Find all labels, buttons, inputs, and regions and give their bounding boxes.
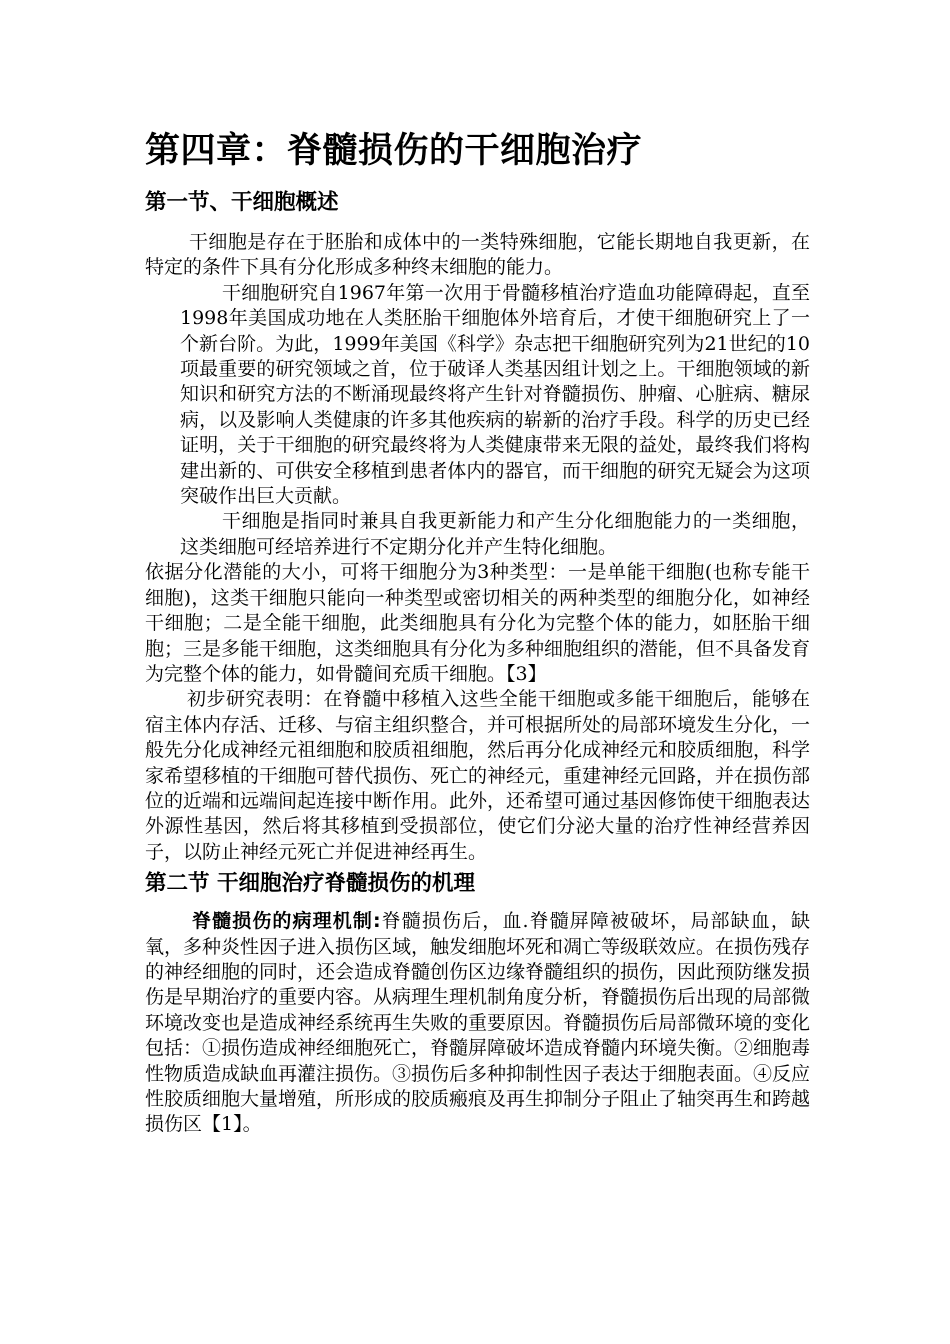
paragraph-research: 初步研究表明：在脊髓中移植入这些全能干细胞或多能干细胞后，能够在宿主体内存活、迁移、与宿主组织整合，并可根据所处的局部环境发生分化，一般先分化成神经元祖细胞和胶质祖细胞，然后再分化成神经元和胶质细胞，科学家希望移植的干细胞可替代损伤、死亡的神经元，重建神经元回路，并在损伤部位的近端和远端间起连接中断作用。此外，还希望可通过基因修饰使干细胞表达外源性基因，然后将其移植到受损部位，使它们分泌大量的治疗性神经营养因子，以防止神经元死亡并促进神经再生。 <box>145 688 811 863</box>
section-2-heading: 第二节 干细胞治疗脊髓损伤的机理 <box>145 871 475 897</box>
document-page <box>145 128 810 1138</box>
paragraph-types-rest: 依据分化潜能的大小，可将干细胞分为3种类型：一是单能干细胞(也称专能干细胞)，这类干细胞只能向一种类型或密切相关的两种类型的细胞分化，如神经干细胞；二是全能干细胞，此类细胞具有分化为完整个体的能力，如胚胎干细胞；三是多能干细胞，这类细胞具有分化为多种细胞组织的潜能，但不具备发育为完整个体的能力，如骨髓间充质干细胞。【3】 <box>145 561 811 685</box>
chapter-title: 第四章：脊髓损伤的干细胞治疗 <box>145 131 643 171</box>
paragraph-types-first: 干细胞是指同时兼具自我更新能力和产生分化细胞能力的一类细胞，这类细胞可经培养进行不定期分化并产生特化细胞。 <box>180 510 810 558</box>
paragraph-history: 干细胞研究自1967年第一次用于骨髓移植治疗造血功能障碍起，直至1998年美国成功地在人类胚胎干细胞体外培育后，才使干细胞研究上了一个新台阶。为此，1999年美国《科学》杂志把干细胞研究列为21世纪的10项最重要的研究领域之首，位于破译人类基因组计划之上。干细胞领域的新知识和研究方法的不断涌现最终将产生针对脊髓损伤、肿瘤、心脏病、糖尿病，以及影响人类健康的许多其他疾病的崭新的治疗手段。科学的历史已经证明，关于干细胞的研究最终将为人类健康带来无限的益处，最终我们将构建出新的、可供安全移植到患者体内的器官，而干细胞的研究无疑会为这项突破作出巨大贡献。 <box>180 281 810 508</box>
mechanism-text: 脊髓损伤后，血.脊髓屏障被破坏，局部缺血，缺氧，多种炎性因子进入损伤区域，触发细胞坏死和凋亡等级联效应。在损伤残存的神经细胞的同时，还会造成脊髓创伤区边缘脊髓组织的损伤，因此预防继发损伤是早期治疗的重要内容。从病理生理机制角度分析，脊髓损伤后出现的局部微环境改变也是造成神经系统再生失败的重要原因。脊髓损伤后局部微环境的变化包括：①损伤造成神经细胞死亡，脊髓屏障破坏造成脊髓内环境失衡。②细胞毒性物质造成缺血再灌注损伤。③损伤后多种抑制性因子表达于细胞表面。④反应性胶质细胞大量增殖，所形成的胶质瘢痕及再生抑制分子阻止了轴突再生和跨越损伤区【1】。 <box>145 910 811 1136</box>
paragraph-mechanism <box>145 909 810 1138</box>
section-1-heading: 第一节、干细胞概述 <box>145 190 339 215</box>
paragraph-intro: 干细胞是存在于胚胎和成体中的一类特殊细胞，它能长期地自我更新，在特定的条件下具有分化形成多种终末细胞的能力。 <box>145 231 810 279</box>
mechanism-lead-label: 脊髓损伤的病理机制: <box>192 910 381 933</box>
